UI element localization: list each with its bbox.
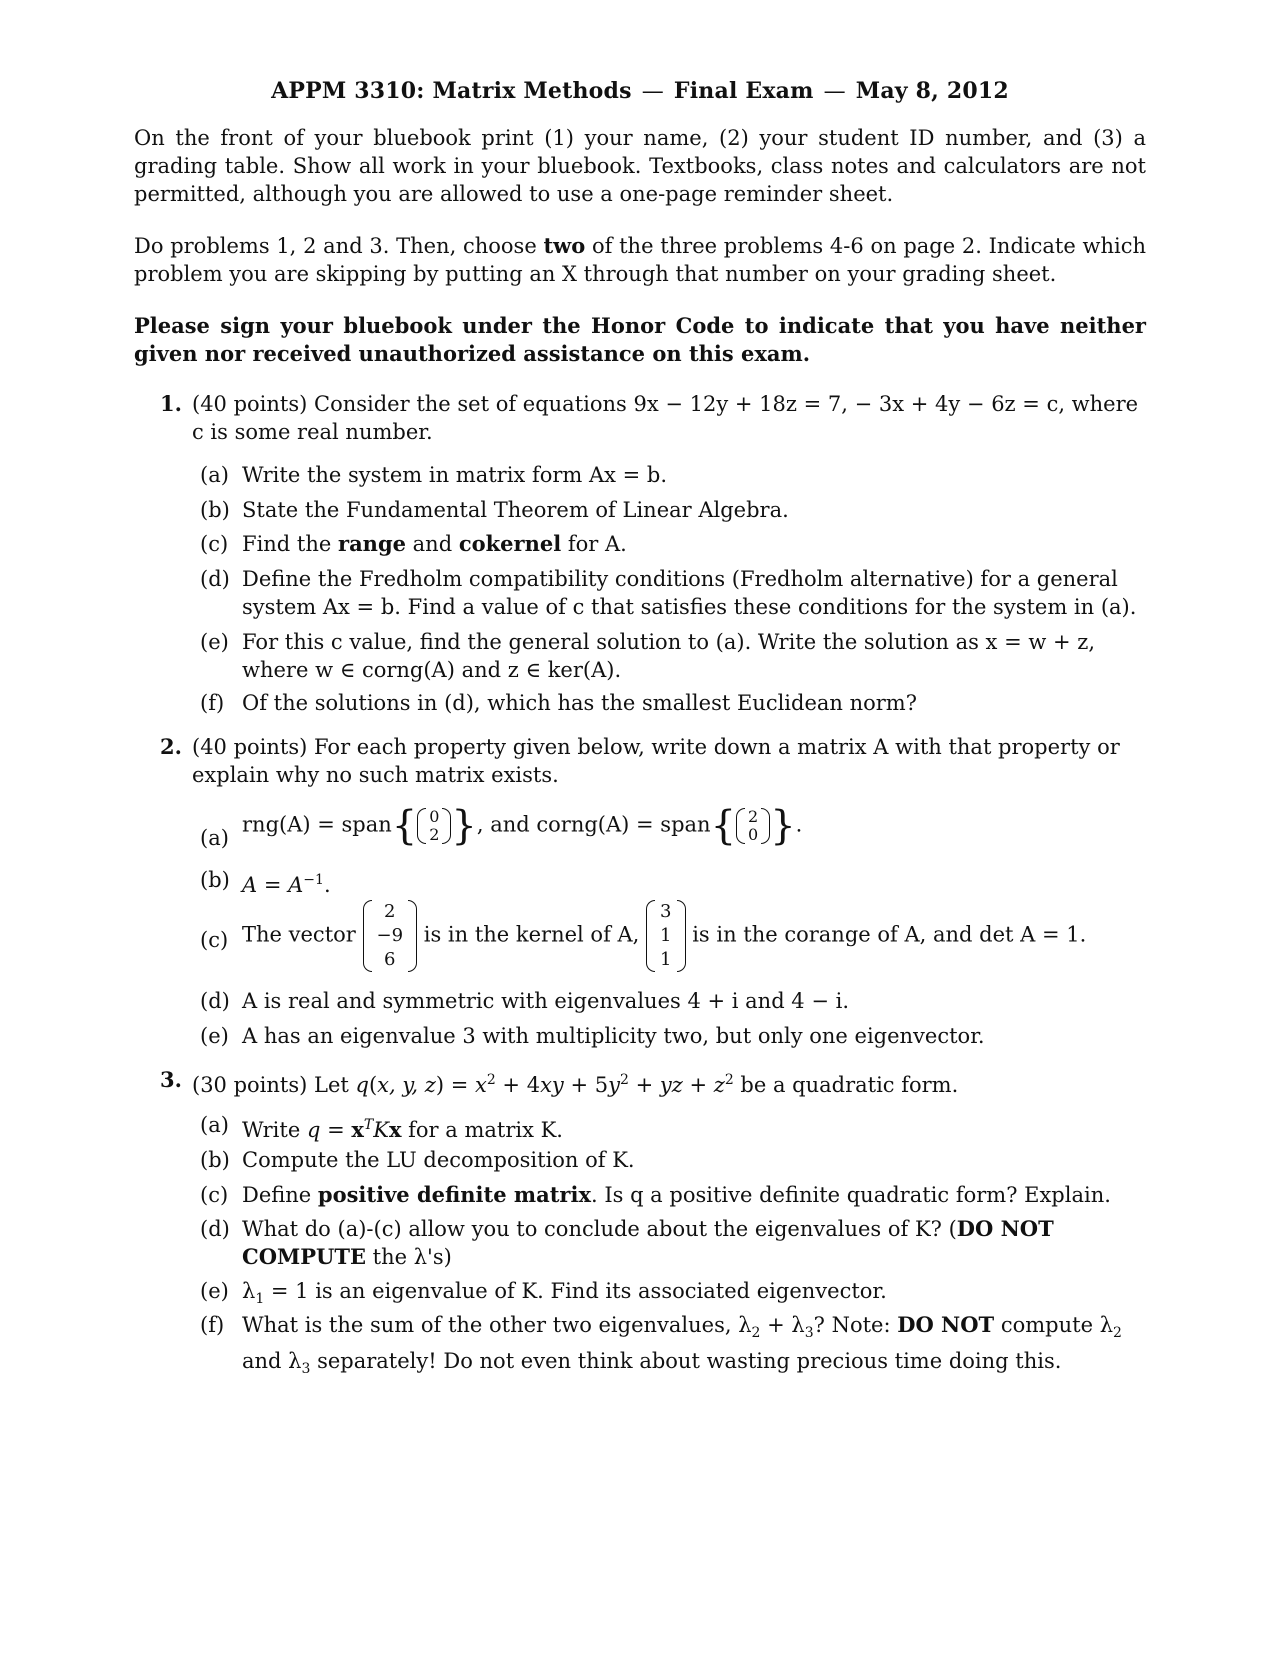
exam-title: APPM 3310: Matrix Methods — Final Exam — May 8, 2012 (271, 78, 1009, 104)
problem-3-part-a: (a) Write $q = x^TKx$ for a matrix K. (200, 1113, 563, 1142)
honor-code-notice: Please sign your bluebook under the Honor Code to indicate that you have neither given nor received unauthorized assistance on this exam. (134, 313, 1146, 366)
problem-1: 1. (40 points) Consider the set of equations 9x − 12y + 18z = 7, − 3x + 4y − 6z = c, where c is some real number. (160, 391, 1139, 444)
problem-3: 3. (30 points) Let q(x, y, $z) = x^2 + 4xy + 5y^2$ + yz + $z^2$ be a quadratic form. (160, 1067, 959, 1097)
problem-1-part-e: (e) For this c value, find the general solution to (a). Write the solution as x = w + z, where w ∈ corng(A) and z ∈ ker(A). (200, 630, 1096, 682)
corng-vector: 2 0 (736, 808, 770, 844)
problem-3-part-e: (e) $\lambda_1 = 1$ is an eigenvalue of K. Find its associated eigenvector. (200, 1279, 887, 1308)
problem-1-part-c: (c) Find the range and cokernel for A. (200, 531, 627, 556)
instructions-paragraph-2: Do problems 1, 2 and 3. Then, choose two of the three problems 4-6 on page 2. Indicate which problem you are skipping by putting an X through that number on your grading sheet. (134, 233, 1146, 286)
problem-2-part-c: (c) The vector 2 −9 6 is in the kernel of A, 3 1 1 is in the corange of A, and det A = 1. (200, 901, 1087, 970)
problem-2-part-b: (b) $A = A^{-1}$. (200, 868, 331, 897)
problem-3-part-b: (b) Compute the LU decomposition of K. (200, 1148, 635, 1172)
problem-3-part-c: (c) Define positive definite matrix. Is q a positive definite quadratic form? Explain. (200, 1182, 1111, 1207)
problem-1-part-a: (a) Write the system in matrix form Ax = b. (200, 463, 668, 487)
problem-2-part-a: (a) rng(A) = span{ 0 2 }, and corng(A) = span{ 2 0 }. (200, 803, 803, 850)
problem-2-part-d: (d) A is real and symmetric with eigenvalues 4 + i and 4 − i. (200, 989, 850, 1013)
problem-1-part-b: (b) State the Fundamental Theorem of Linear Algebra. (200, 498, 789, 522)
problem-3-part-d: (d) What do (a)-(c) allow you to conclude about the eigenvalues of K? (DO NOT COMPUTE the λ's) (200, 1216, 1054, 1269)
problem-1-part-d: (d) Define the Fredholm compatibility conditions (Fredholm alternative) for a general system Ax = b. Find a value of c that satisfies these conditions for the system in (a). (200, 567, 1137, 619)
kernel-vector: 2 −9 6 (363, 900, 418, 972)
problem-1-part-f: (f) Of the solutions in (d), which has the smallest Euclidean norm? (200, 691, 917, 715)
problem-2-part-e: (e) A has an eigenvalue 3 with multiplicity two, but only one eigenvector. (200, 1024, 985, 1048)
instructions-paragraph-1: On the front of your bluebook print (1) your name, (2) your student ID number, and (3) a grading table. Show all work in your bluebook. Textbooks, class notes and calculators are not permitted, although you are allowed to use a one-page reminder sheet. (134, 126, 1146, 206)
corange-vector: 3 1 1 (646, 900, 685, 972)
problem-3-part-f: (f) What is the sum of the other two eigenvalues, $\lambda_2 + \lambda_3$? Note: DO NOT compute $\lambda_2$ and $\lambda_3$ separately! Do not even think about wasting precious time doing this. (200, 1312, 1122, 1378)
rng-vector: 0 2 (417, 808, 451, 844)
problem-2: 2. (40 points) For each property given below, write down a matrix A with that property or explain why no such matrix exists. (160, 734, 1120, 787)
